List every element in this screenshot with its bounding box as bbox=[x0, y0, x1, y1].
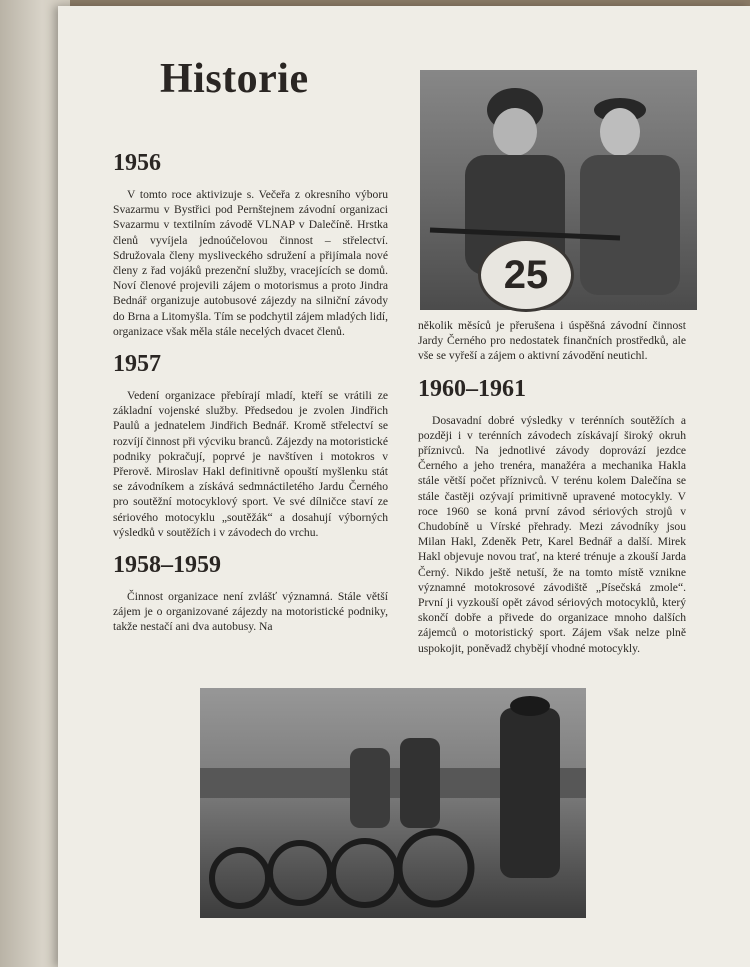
section-1960-1961 bbox=[418, 376, 686, 656]
section-1956 bbox=[113, 150, 388, 339]
photo-motocross-start bbox=[200, 688, 586, 918]
section-body: několik měsíců je přerušena i úspěšná závodní činnost Jardy Černého pro nedostatek finančních prostředků, ale vše se vyřeší a zájem o aktivní závodění neutichl. bbox=[418, 319, 686, 363]
section-year-heading: 1958–1959 bbox=[113, 552, 221, 579]
section-year-heading: 1960–1961 bbox=[418, 375, 526, 402]
page-title: Historie bbox=[160, 56, 309, 102]
section-continuation bbox=[418, 318, 686, 364]
left-column bbox=[113, 150, 388, 635]
section-body: V tomto roce aktivizuje s. Večeřa z okresního výboru Svazarmu v Bystřici pod Pernštejnem závodní organizaci Svazarmu v textilním závodě VLNAP v Dalečíně. Hrstka členů vyvíjela jednoúčelovou činnost – střelectví. Sdružovala členy mysliveckého sdružení a přijímala nové členy z řad vojáků prezenční služby, vracejících se domů. Noví členové projevili zájem o motorismus a proto Jindra Bednář organizuje autobusové zájezdy na silniční závody do Brna a Litomyšla. Tím se podchytil zájem mladých lidí, organizace však měla stále necelých dvacet členů. bbox=[113, 188, 388, 338]
photo-illustration bbox=[200, 688, 586, 918]
section-body: Dosavadní dobré výsledky v terénních soutěžích a později i v terénních závodech získávají široký okruh příznivců. Na jednotlivé závody doprovází jezdce Černého a jeho trenéra, manažéra a mechanika Hakla stále větší počet příznivců. V terénu kolem Dalečína se stále častěji ozývají primitivně upravené motocykly. V roce 1960 se koná první závod sériových strojů v Chudobíně u Vírské přehrady. Mezi závodníky jsou Milan Hakl, Zdeněk Petr, Karel Bednář a další. Mirek Hakl objevuje novou trať, na které trénuje a zkouší Jarda Černý. Nikdo ještě netuší, že na tomto místě vznikne významné motokrosové závodiště „Písečská zmole“. První ji vyzkouší opět závod sériových motocyklů, který skončí dobře a přivede do organizace mnoho dalších zájemců o motoristický sport. Zájem však nelze plně uspokojit, poněvadž chybějí vhodné motocykly. bbox=[418, 413, 686, 655]
section-1958-1959 bbox=[113, 552, 388, 635]
section-body: Vedení organizace přebírají mladí, kteří se vrátili ze základní vojenské služby. Předsedou je zvolen Jindřich Paulů a jednatelem Jindřich Bednář. Kromě střelectví se rozvíjí činnost při výcviku branců. Zájezdy na motoristické podniky pokračují, poprvé je navštíven i motokros v Přerově. Miroslav Hakl definitivně opouští myšlenku stát se závodníkem a získává sedmnáctiletého Jardu Černého pro soutěžní motocyklový sport. Ve své dílničce staví ze sériového motocyklu „soutěžák“ a dosahují výborných výsledků v soutěžích i v závodech do vrchu. bbox=[113, 389, 388, 539]
section-year-heading: 1956 bbox=[113, 150, 161, 176]
section-year-heading: 1957 bbox=[113, 351, 161, 378]
section-1957 bbox=[113, 351, 388, 540]
section-body: Činnost organizace není zvlášť významná. Stále větší zájem je o organizované zájezdy na motoristické podniky, takže nestačí ani dva autobusy. Na bbox=[113, 590, 388, 634]
race-number-plate: 25 bbox=[478, 238, 574, 312]
right-column bbox=[418, 318, 686, 656]
